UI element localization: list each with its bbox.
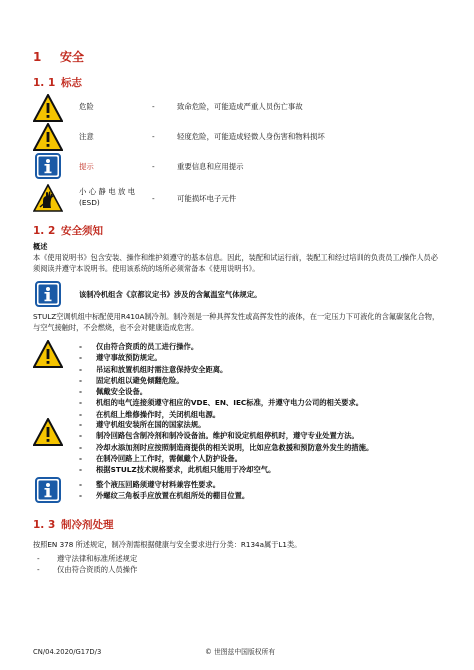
refrigerant-classification: 按照EN 378 所述规定，制冷剂需根据健康与安全要求进行分类：R134a属于L1类。: [33, 540, 302, 549]
list-item: - 佩戴安全设备。: [79, 387, 148, 397]
overview-text: 本《使用说明书》包含安装、操作和维护须遵守的基本信息。因此，装配和试运行前，装配工和经过培训的负责员工/操作人员必须阅读并遵守本说明书。使用该系统的场所必须常备本《使用说明书》。: [33, 253, 438, 273]
warning-list-regulations: [79, 419, 449, 475]
symbol-label-hint: 提示: [79, 162, 94, 171]
list-item: - 遵守事故预防规定。: [79, 353, 162, 363]
list-item: - 机组的电气连接须遵守相应的VDE、EN、IEC标准，并遵守电力公司的相关要求。: [79, 398, 364, 408]
obey-list: [33, 553, 433, 576]
section-number: 1. 3: [33, 519, 56, 531]
esd-warning-icon: [33, 184, 63, 212]
warning-triangle-icon: [33, 94, 63, 122]
warning-list-general: [79, 341, 449, 420]
section-number: 1. 2: [33, 225, 56, 237]
symbol-desc-esd: 可能损坏电子元件: [177, 194, 237, 203]
warning-triangle-icon: [33, 340, 63, 368]
symbol-desc-hint: 重要信息和应用提示: [177, 162, 244, 171]
info-icon: [35, 153, 61, 179]
section-title: 制冷剂处理: [61, 519, 114, 531]
symbol-label-caution: 注意: [79, 132, 94, 141]
warning-triangle-icon: [33, 123, 63, 151]
symbol-desc-caution: 轻度危险，可能造成轻微人身伤害和物料损坏: [177, 132, 325, 141]
symbol-dash: -: [152, 132, 155, 141]
symbol-desc-danger: 致命危险，可能造成严重人员伤亡事故: [177, 102, 303, 111]
chapter-title: 安全: [60, 50, 85, 64]
list-item: - 外螺纹三角板手应放置在机组所处的棚目位置。: [79, 491, 250, 501]
list-item: - 在制冷回路上工作时，需佩戴个人防护设备。: [79, 453, 242, 463]
footer-doc-id: CN/04.2020/G17D/3: [33, 648, 102, 656]
warning-triangle-icon: [33, 418, 63, 446]
chapter-heading: [33, 49, 84, 66]
list-item: - 在机组上维修操作时，关闭机组电源。: [79, 409, 221, 419]
symbol-label-danger: 危险: [79, 102, 94, 111]
symbol-label-esd-line1: 小 心 静 电 放 电: [79, 187, 136, 196]
symbol-label-esd: [79, 187, 135, 208]
list-item: - 根据STULZ技术规格要求，此机组只能用于冷却空气。: [79, 465, 276, 475]
info-icon: [35, 477, 61, 503]
list-item: - 制冷回路包含制冷剂和制冷设备油。维护和设定机组停机时，遵守专业处置方法。: [79, 431, 359, 441]
chapter-number: 1: [33, 50, 42, 64]
section-number: 1. 1: [33, 77, 56, 89]
section-heading-symbols: [33, 76, 82, 91]
list-item: - 遵守法律和标准所述规定: [37, 554, 138, 563]
info-icon: [35, 281, 61, 307]
list-item: - 吊运和放置机组时需注意保持安全距离。: [79, 364, 228, 374]
section-heading-safety: [33, 224, 103, 239]
refrigerant-paragraph: STULZ空调机组中标配使用R410A制冷剂。制冷剂是一种具挥发性或高挥发性的液体，在一定压力下可液化的含氟碳氢化合物，与空气接触时，不会燃烧，也不会对健康造成危害。: [33, 312, 440, 332]
note-list-hydraulic: [79, 479, 449, 502]
symbol-label-esd-line2: (ESD): [79, 197, 100, 207]
footer-copyright: © 世图兹中国版权所有: [205, 648, 276, 656]
section-heading-refrigerant: [33, 518, 114, 533]
list-item: - 仅由符合资质的人员操作: [37, 565, 138, 575]
list-item: - 仅由符合资质的员工进行操作。: [79, 342, 199, 351]
symbol-dash: -: [152, 194, 155, 203]
note-kyoto: 该制冷机组含《京都议定书》涉及的含氟温室气体规定。: [79, 290, 262, 299]
section-title: 标志: [61, 77, 82, 89]
list-item: - 遵守机组安装所在国的国家法规。: [79, 420, 206, 429]
list-item: - 固定机组以避免倾翻危险。: [79, 375, 184, 385]
list-item: - 冷却水添加剂时应按照制造商提供的相关说明，比如应急救援和预防意外发生的措施。: [79, 442, 374, 452]
overview-title: 概述: [33, 242, 48, 251]
list-item: - 整个液压回路须遵守材料兼容性要求。: [79, 480, 221, 489]
section-title: 安全须知: [61, 225, 103, 237]
symbol-dash: -: [152, 162, 155, 171]
symbol-dash: -: [152, 102, 155, 111]
